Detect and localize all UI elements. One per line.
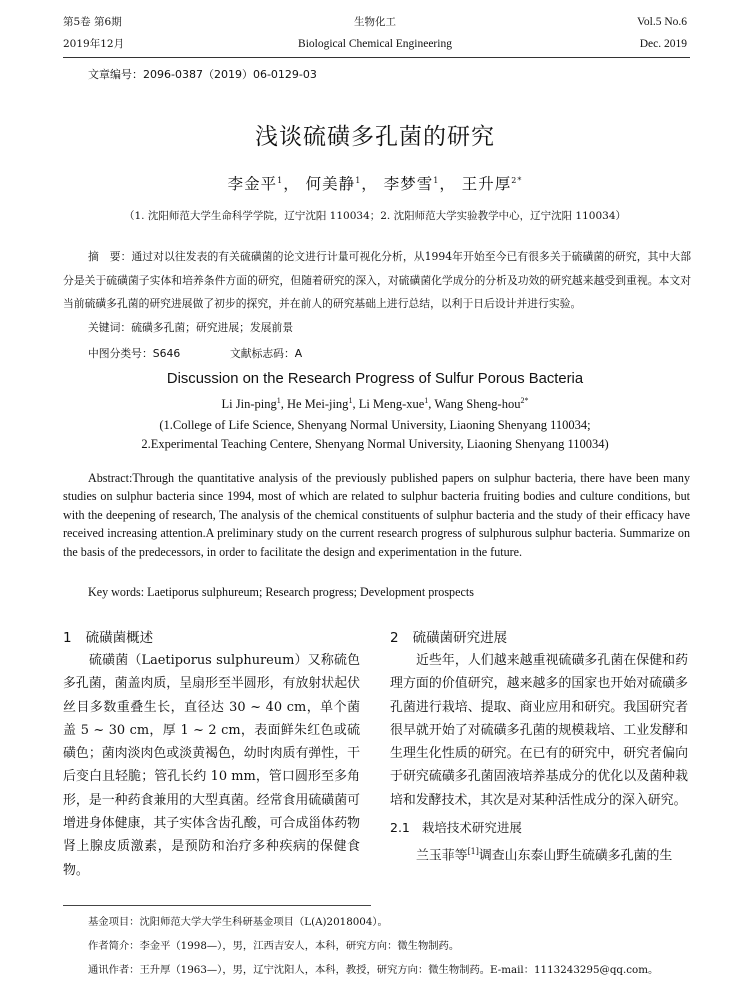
authors-cn: 李金平$^1$， 何美静$^1$， 李梦雪$^1$， 王升厚$^{2*}$ xyxy=(227,175,523,193)
en-author-3-affil: 1 xyxy=(424,396,429,405)
page-title: 浅谈硫磺多孔菌的研究 xyxy=(255,124,495,150)
header-journal-en: Biological Chemical Engineering xyxy=(298,38,452,50)
header-volume: 第5卷 第6期 xyxy=(63,16,122,28)
section-2-1-paragraph xyxy=(390,840,688,868)
section-1-number: 1 xyxy=(63,630,72,646)
section-2-1-title: 栽培技术研究进展 xyxy=(421,820,522,835)
footnote-funding xyxy=(88,913,388,928)
section-2-1-text-start: 兰玉菲等 xyxy=(416,848,468,864)
document-code-label: 文献标志码： xyxy=(230,347,295,360)
section-1-paragraph: 硫磺菌（Laetiporus sulphureum）又称硫色多孔菌，菌盖肉质，呈扇形至半圆形，有放射状起伏丝目多数重叠生长，直径达 30 ~ 40 cm，单个菌盖 5 ~ 30 cm，厚 1 ~ 2 cm，表面鲜朱红色或硫磺色；菌肉淡肉色或淡黄褐色，幼时肉质有弹性，干后变白且轻脆；管孔长约 10 mm，管口圆形至多角形，是一种药食兼用的大型真菌。经常食用硫磺菌可增进身体健康，其子实体含齿孔酸，可合成甾体药物肾上腺皮质激素，是预防和治疗多种疾病的保健食物。 xyxy=(63,653,360,878)
classification-label: 中图分类号： xyxy=(88,347,153,360)
section-1-title: 硫磺菌概述 xyxy=(85,630,154,646)
author-4-affil: 2* xyxy=(511,175,523,185)
en-author-2-affil: 1 xyxy=(348,396,353,405)
author-3-affil: 1 xyxy=(433,175,440,185)
footnote-corresponding-label: 通讯作者： xyxy=(88,964,140,976)
abstract-en-label: Abstract: xyxy=(88,471,133,485)
article-number: 文章编号：2096-0387（2019）06-0129-03 xyxy=(88,68,317,81)
keywords-cn-text: 硫磺多孔菌；研究进展；发展前景 xyxy=(131,321,294,334)
en-author-1: Li Jin-ping xyxy=(221,397,277,412)
section-2-number: 2 xyxy=(390,630,399,646)
document-code xyxy=(230,346,302,361)
abstract-en xyxy=(63,469,690,561)
classification-value: S646 xyxy=(152,347,181,360)
keywords-en-label: Key words: xyxy=(88,585,145,599)
affiliation-cn: （1. 沈阳师范大学生命科学学院，辽宁沈阳 110034；2. 沈阳师范大学实验教学中心，辽宁沈阳 110034） xyxy=(123,210,627,222)
en-author-4: Wang Sheng-hou xyxy=(434,397,521,412)
section-2-1-heading xyxy=(390,818,522,836)
footnote-corresponding-text: 王升厚（1963—），男，辽宁沈阳人，本科，教授，研究方向：微生物制药。E-mail：1113243295@qq.com。 xyxy=(139,964,659,976)
author-2: 何美静 xyxy=(305,175,356,193)
section-2-heading xyxy=(390,626,507,646)
footnote-funding-text: 沈阳师范大学大学生科研基金项目（L(A)2018004）。 xyxy=(139,916,388,928)
author-1: 李金平 xyxy=(227,175,278,193)
author-2-affil: 1 xyxy=(355,175,362,185)
section-2-1-number: 2.1 xyxy=(390,820,410,835)
en-author-2: He Mei-jing xyxy=(286,397,349,412)
en-author-3: Li Meng-xue xyxy=(358,397,425,412)
footnote-author-text: 李金平（1998—），男，江西吉安人，本科，研究方向：微生物制药。 xyxy=(139,940,460,952)
en-affiliation-1: (1.College of Life Science, Shenyang Normal University, Liaoning Shenyang 110034; xyxy=(159,418,591,432)
abstract-en-text: Through the quantitative analysis of the previously published papers on sulphur bacteria, there have been many studies on sulphur bacteria since 1994, most of which are related to sulphur bacteria fruiting bodies and culture conditions, but with the deepening of research, The analysis of the chemical constituents of sulphur bacteria and the study of their efficacy have received increasing attention.A preliminary study on the current research progress of sulphurous sulphur bacteria. Summarize on the basis of the predecessors, in order to facilitate the design and experimentation in the future. xyxy=(63,471,690,559)
keywords-cn xyxy=(88,320,293,335)
en-title: Discussion on the Research Progress of Sulfur Porous Bacteria xyxy=(166,371,584,387)
header-journal-cn: 生物化工 xyxy=(354,16,396,28)
keywords-en xyxy=(88,585,474,600)
footnote-rule xyxy=(63,905,371,906)
footnote-corresponding xyxy=(88,961,658,976)
header-volume-en: Vol.5 No.6 xyxy=(637,16,687,28)
section-2-title: 硫磺菌研究进展 xyxy=(412,630,508,646)
abstract-cn-label: 摘 要： xyxy=(88,250,132,263)
abstract-cn xyxy=(63,245,691,316)
abstract-cn-text: 通过对以往发表的有关硫磺菌的论文进行计量可视化分析，从1994年开始至今已有很多关于硫磺菌的研究，其中大部分是关于硫磺菌子实体和培养条件方面的研究，但随着研究的深入，对硫磺菌化学成分的分析及功效的研究越来越受到重视。本文对当前硫磺多孔菌的研究进展做了初步的探究，并在前人的研究基础上进行总结，以利于日后设计并进行实验。 xyxy=(63,250,691,310)
author-4: 王升厚 xyxy=(461,175,512,193)
en-author-4-affil: 2* xyxy=(520,396,529,405)
section-1-heading xyxy=(63,626,153,646)
footnote-funding-label: 基金项目： xyxy=(88,916,140,928)
header-date-cn: 2019年12月 xyxy=(63,38,125,50)
en-affiliation-2: 2.Experimental Teaching Centere, Shenyang Normal University, Liaoning Shenyang 110034) xyxy=(141,437,609,451)
classification-number xyxy=(88,346,180,361)
keywords-en-text: Laetiporus sulphureum; Research progress; Development prospects xyxy=(147,585,474,599)
keywords-cn-label: 关键词： xyxy=(88,321,132,334)
document-code-value: A xyxy=(294,347,303,360)
header-date-en: Dec. 2019 xyxy=(639,38,687,50)
footnote-author xyxy=(88,937,459,952)
author-1-affil: 1 xyxy=(277,175,284,185)
section-2-paragraph: 近些年，人们越来越重视硫磺多孔菌在保健和药理方面的价值研究，越来越多的国家也开始对硫磺多孔菌进行栽培、提取、商业应用和研究。我国研究者很早就开始了对硫磺多孔菌的规模栽培、工业发酵和生理生化性质的研究。在已有的研究中，研究者偏向于研究硫磺多孔菌固液培养基成分的优化以及菌种栽培和发酵技术，其次是对某种活性成分的深入研究。 xyxy=(390,653,688,808)
footnote-author-label: 作者简介： xyxy=(88,940,140,952)
header-rule xyxy=(63,57,690,58)
en-author-1-affil: 1 xyxy=(276,396,281,405)
section-2-1-text-end: 调查山东泰山野生硫磺多孔菌的生 xyxy=(478,848,673,864)
author-3: 李梦雪 xyxy=(383,175,434,193)
authors-en: Li Jin-ping$^1$, He Mei-jing$^1$, Li Meng-xue$^1$, Wang Sheng-hou$^{2*}$ xyxy=(221,396,529,412)
citation-1: [1] xyxy=(467,847,479,856)
